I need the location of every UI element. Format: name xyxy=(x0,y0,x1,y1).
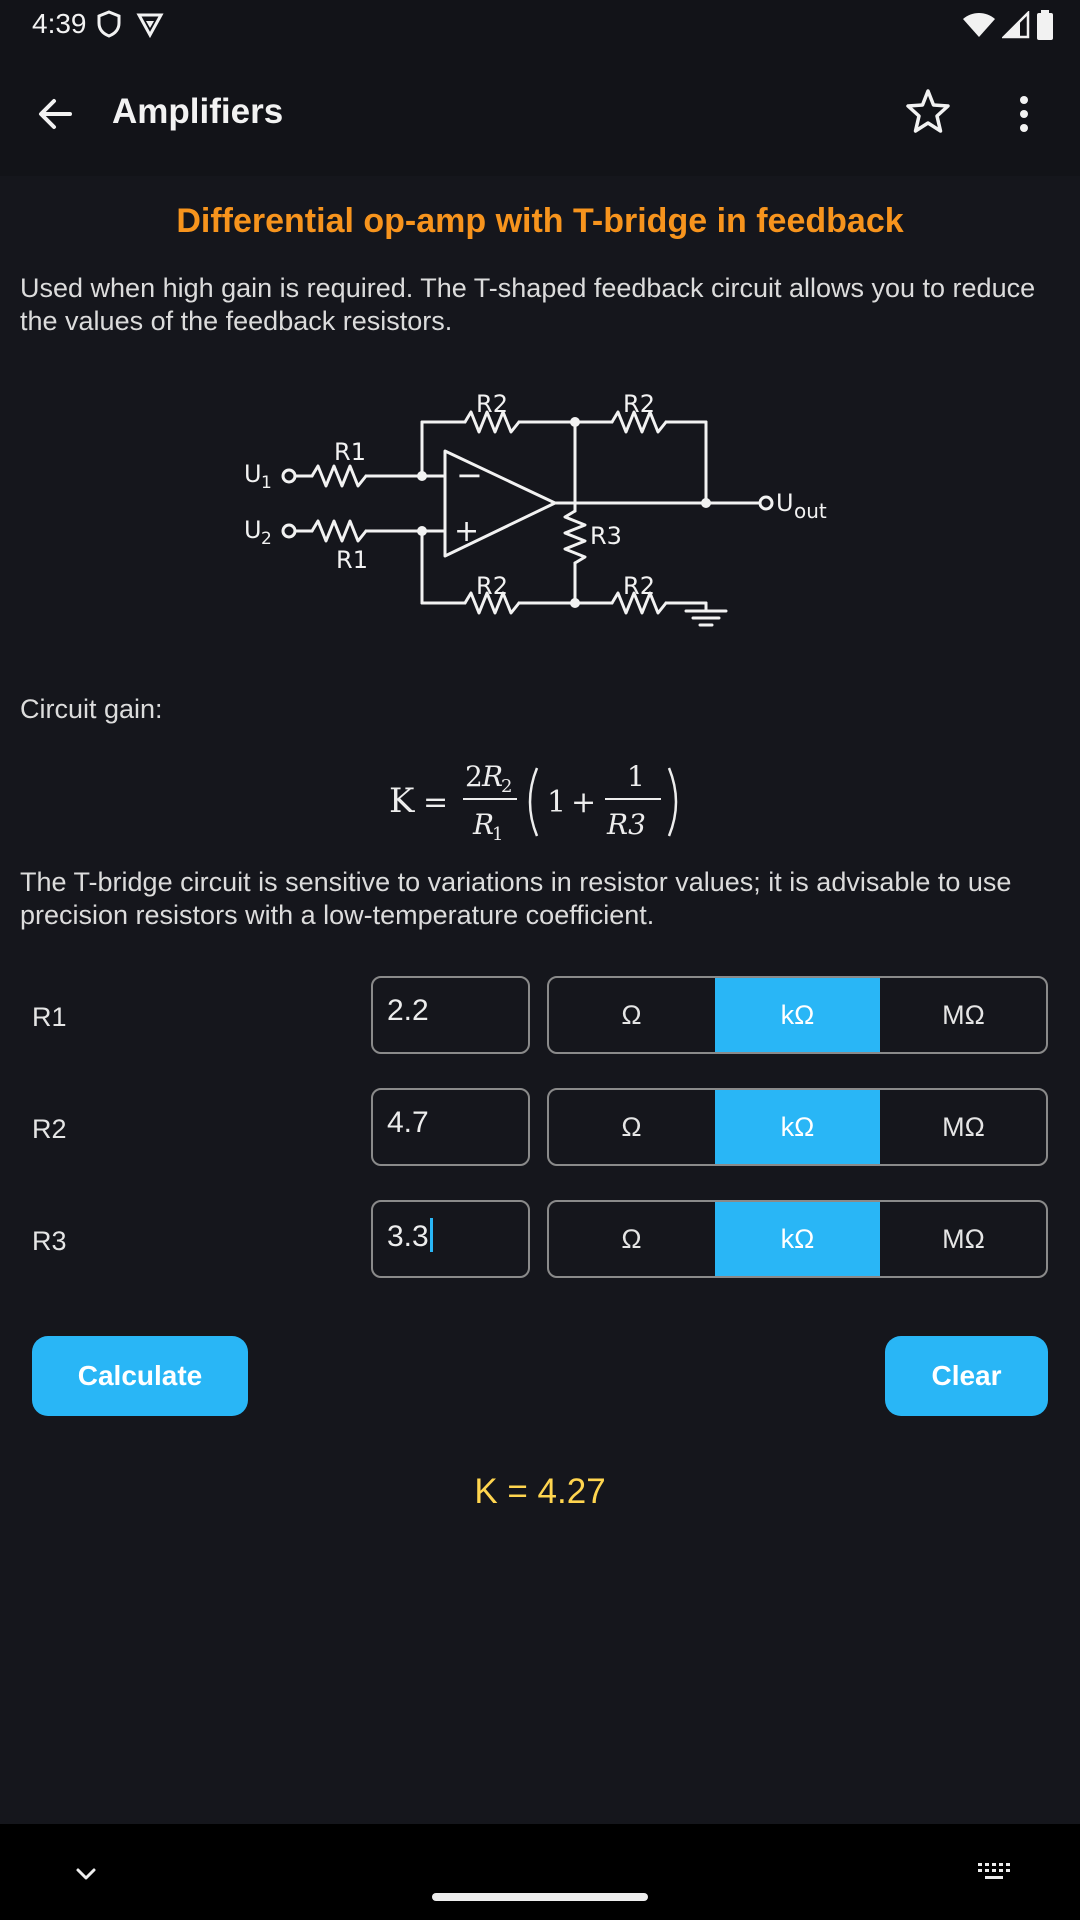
r3-label: R3 xyxy=(32,1226,67,1256)
label-uout: U xyxy=(776,489,794,517)
formula-inner-num: 1 xyxy=(627,760,645,793)
keyboard-icon[interactable] xyxy=(976,1860,1012,1884)
formula-inner-den: R3 xyxy=(607,808,646,841)
formula-num-var: R xyxy=(482,760,504,793)
r1-unit-ohm[interactable]: Ω xyxy=(621,999,642,1030)
result-text: K = 4.27 xyxy=(474,1472,606,1511)
label-plus: + xyxy=(454,514,480,549)
r1-unit-mohm[interactable]: MΩ xyxy=(880,978,1046,1052)
app-title: Amplifiers xyxy=(112,92,284,131)
status-right-icons xyxy=(962,10,1054,40)
chevron-down-icon[interactable] xyxy=(72,1864,100,1884)
r1-label: R1 xyxy=(32,1002,67,1032)
page-heading: Differential op-amp with T-bridge in feedback xyxy=(176,202,904,240)
label-u1-sub: 1 xyxy=(261,473,272,493)
formula-plus: + xyxy=(571,785,597,820)
favorite-button[interactable] xyxy=(902,86,954,138)
formula-den-var: R xyxy=(473,808,495,841)
star-outline-icon xyxy=(902,86,954,138)
r1-value-input[interactable]: 2.2 xyxy=(371,976,530,1054)
r2-value-input[interactable]: 4.7 xyxy=(371,1088,530,1166)
formula-fraction-bar xyxy=(463,798,517,800)
text-cursor xyxy=(430,1218,433,1252)
formula-k: K xyxy=(389,781,415,821)
formula-paren-right xyxy=(669,768,676,836)
r2-label: R2 xyxy=(32,1114,67,1144)
formula-num-sub: 2 xyxy=(501,776,513,797)
arrow-back-icon xyxy=(30,88,82,140)
r3-unit-selector xyxy=(547,1200,1048,1278)
shield-icon xyxy=(96,10,122,38)
formula-den-sub: 1 xyxy=(492,824,504,845)
r2-unit-ohm[interactable]: Ω xyxy=(621,1111,642,1142)
clear-button[interactable]: Clear xyxy=(885,1336,1048,1416)
formula-inner-bar xyxy=(605,798,661,800)
battery-icon xyxy=(1036,10,1054,40)
signal-icon xyxy=(1002,11,1030,39)
r3-unit-ohm[interactable]: Ω xyxy=(621,1223,642,1254)
formula-equals: = xyxy=(423,785,449,820)
label-uout-sub: out xyxy=(794,499,827,523)
status-bar xyxy=(0,0,1080,48)
label-u1: U xyxy=(244,460,262,488)
gain-label: Circuit gain: xyxy=(20,694,163,724)
status-time: 4:39 xyxy=(32,8,87,39)
r3-unit-mohm[interactable]: MΩ xyxy=(880,1202,1046,1276)
description-text: Used when high gain is required. The T-shaped feedback circuit allows you to reduce the values of the feedback resistors. xyxy=(20,273,1036,336)
r2-unit-selector xyxy=(547,1088,1048,1166)
r3-unit-kohm[interactable]: kΩ xyxy=(714,1202,880,1276)
back-button[interactable] xyxy=(30,88,82,140)
label-minus: − xyxy=(456,456,483,494)
formula-paren-left xyxy=(530,768,537,836)
r1-unit-selector xyxy=(547,976,1048,1054)
r1-unit-kohm[interactable]: kΩ xyxy=(714,978,880,1052)
label-r1-top: R1 xyxy=(334,438,366,466)
formula-num-coef: 2 xyxy=(465,760,483,793)
more-options-button[interactable] xyxy=(1004,88,1044,140)
circuit-diagram xyxy=(230,376,860,646)
wifi-icon xyxy=(962,11,996,39)
label-r2-top-left: R2 xyxy=(476,390,508,418)
formula-one: 1 xyxy=(547,785,567,820)
label-r1-bottom: R1 xyxy=(336,546,368,574)
note-text: The T-bridge circuit is sensitive to variations in resistor values; it is advisable to use precision resistors with a low-temperature coefficient. xyxy=(20,867,1012,930)
home-handle[interactable] xyxy=(432,1893,648,1901)
calculate-button[interactable]: Calculate xyxy=(32,1336,248,1416)
nav-bar xyxy=(0,1824,1080,1920)
label-u2: U xyxy=(244,516,262,544)
r3-value-input[interactable]: 3.3 xyxy=(371,1200,530,1278)
app-bar xyxy=(0,48,1080,176)
gain-formula xyxy=(385,746,685,856)
label-r2-top-right: R2 xyxy=(623,390,655,418)
main-content xyxy=(0,176,1080,1824)
status-left-icons xyxy=(96,10,164,38)
more-vert-icon xyxy=(1004,88,1044,140)
r2-unit-kohm[interactable]: kΩ xyxy=(714,1090,880,1164)
label-r2-bottom-left: R2 xyxy=(476,572,508,600)
label-r2-bottom-right: R2 xyxy=(623,572,655,600)
r2-unit-mohm[interactable]: MΩ xyxy=(880,1090,1046,1164)
vpn-icon xyxy=(136,10,164,38)
label-u2-sub: 2 xyxy=(261,529,272,549)
label-r3: R3 xyxy=(590,522,622,550)
